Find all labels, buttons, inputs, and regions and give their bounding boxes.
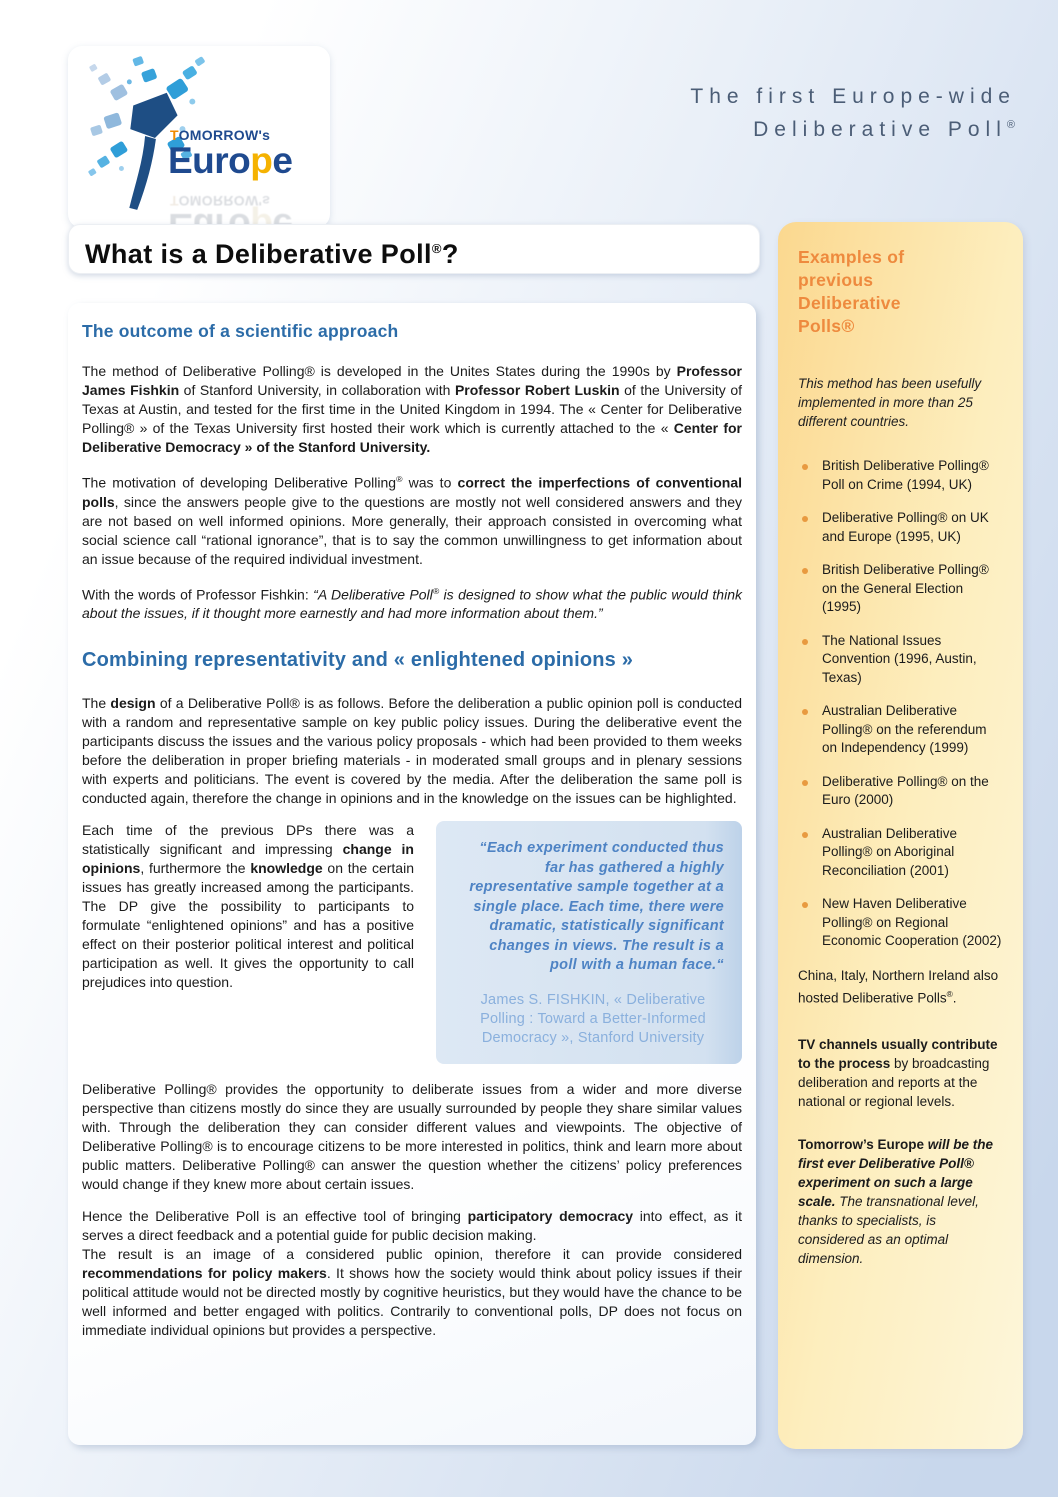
logo-reflection: TOMORROW's xyxy=(170,193,271,209)
quote-box xyxy=(436,821,742,1064)
page-title-box xyxy=(68,224,760,274)
list-item: New Haven Deliberative Polling® on Regional Economic Cooperation (2002) xyxy=(798,895,1003,951)
paragraph-wider-perspective: Deliberative Polling® provides the opportunity to deliberate issues from a wider and more diverse perspective than citizens mostly do since they are usually surrounded by people they share similar values with. Through the deliberation they can consider different values and viewpoints. The objective of Deliberative Polling® is to encourage citizens to be more interested in politics, think and learn more about public matters. Deliberative Polling® can answer the question whether the citizens’ policy preferences would change if they knew more about certain issues. xyxy=(82,1080,742,1192)
list-item: Deliberative Polling® on UK and Europe (1995, UK) xyxy=(798,509,1003,546)
paragraph-method-history: The method of Deliberative Polling® is developed in the Unites States during the 1990s by Professor James Fishkin of Stanford University, in collaboration with Professor Robert Luskin of the University of Texas at Austin, and tested for the first time in the United Kingdom in 1994. The « Center for Deliberative Polling® » of the Texas University first hosted their work which is currently attached to the « Center for Deliberative Democracy » of the Stanford University. xyxy=(82,363,743,455)
registered-mark: ® xyxy=(1006,119,1016,131)
logo-letter-p: p xyxy=(250,140,273,181)
sidebar-panel xyxy=(778,222,1023,1449)
bullet-dot-icon xyxy=(802,639,808,645)
header-tagline xyxy=(690,82,1016,144)
bullet-dot-icon xyxy=(802,464,808,470)
bullet-dot-icon xyxy=(802,709,808,715)
registered-mark: ® xyxy=(431,241,442,256)
tagline-line2: Deliberative Poll® xyxy=(753,118,1016,141)
tagline-line1: The first Europe-wide xyxy=(690,85,1016,108)
two-column-block xyxy=(82,821,742,1064)
list-item: Australian Deliberative Polling® on Aboriginal Reconciliation (2001) xyxy=(798,825,1003,881)
page-title: What is a Deliberative Poll®? xyxy=(85,239,459,269)
logo-card xyxy=(68,46,330,228)
sidebar-tv-note: TV channels usually contribute to the process by broadcasting deliberation and reports at the national or regional levels. xyxy=(798,1037,998,1109)
main-content-panel xyxy=(68,303,756,1445)
sidebar-note-countries: China, Italy, Northern Ireland also hosted Deliberative Polls®. xyxy=(798,967,999,1005)
bullet-dot-icon xyxy=(802,902,808,908)
logo-wordmark xyxy=(168,128,292,179)
sidebar-bullet-list xyxy=(798,457,1003,951)
paragraph-design: The design of a Deliberative Poll® is as follows. Before the deliberation a public opinion poll is conducted with a random and representative sample on key public policy issues. During the deliberative event the participants discuss the issues and the various policy proposals - which had been provided to them weeks before the deliberation in proper briefing materials - in moderated small groups and in plenary sessions with experts and politicians. The event is covered by the media. After the deliberation the same poll is conducted again, therefore the change in opinions and in the knowledge on the issues can be highlighted. xyxy=(82,695,742,807)
list-item: British Deliberative Polling® Poll on Crime (1994, UK) xyxy=(798,457,1003,494)
sidebar-intro: This method has been usefully implemented in more than 25 different countries. xyxy=(798,376,982,429)
paragraph-motivation: The motivation of developing Deliberative Polling® was to correct the imperfections of conventional polls, since the answers people give to the questions are mostly not well considered answers and they are not based on well informed opinions. More generally, their approach consisted in overcoming what social science call “rational ignorance”, that is to say the common unwillingness to get information about an issue because of the required individual investment. xyxy=(82,474,742,567)
logo-line-tomorrows: TOMORROW's xyxy=(170,127,271,143)
sidebar-title: Examples of previous Deliberative Polls® xyxy=(798,247,905,336)
list-item: Deliberative Polling® on the Euro (2000) xyxy=(798,773,1003,810)
paragraph-change-in-opinions: Each time of the previous DPs there was a statistically significant and impressing change in opinions, furthermore the knowledge on the certain issues has greatly increased among the participants. The DP give the possibility to participants to formulate “enlightened opinions” and has a positive effect on their posterior political interest and political participation as well. It gives the opportunity to call prejudices into question. xyxy=(82,822,414,991)
sidebar-tomorrow-note: Tomorrow’s Europe will be the first ever Deliberative Poll® experiment on such a large scale. The transnational level, thanks to specialists, is considered as an optimal dimension. xyxy=(798,1137,994,1266)
bullet-dot-icon xyxy=(802,568,808,574)
section-heading-combining: Combining representativity and « enlightened opinions » xyxy=(82,649,634,672)
bullet-dot-icon xyxy=(802,516,808,522)
list-item: The National Issues Convention (1996, Austin, Texas) xyxy=(798,632,1003,688)
section-heading-outcome: The outcome of a scientific approach xyxy=(82,321,399,341)
quote-attribution: James S. FISHKIN, « Deliberative Polling : Toward a Better-Informed Democracy », Stanford University xyxy=(480,991,706,1046)
paragraph-participatory-democracy: Hence the Deliberative Poll is an effective tool of bringing participatory democracy into effect, as it serves a direct feedback and a potential guide for public decision making. The result is an image of a considered public opinion, therefore it can provide considered recommendations for policy makers. It shows how the society would think about policy issues if their political attitude would not be directed mostly by cognitive heuristics, but they would have the chance to be well informed and better engaged with politics. Contrarily to conventional polls, DP does not focus on immediate individual opinions but provides a perspective. xyxy=(82,1207,743,1338)
list-item: British Deliberative Polling® on the General Election (1995) xyxy=(798,561,1003,617)
quote-text: “Each experiment conducted thus far has gathered a highly representative sample together at a single place. Each time, there were dramatic, statistically significant changes in views. The result is a poll with a human face.“ xyxy=(469,840,724,974)
logo-letter-t: T xyxy=(170,127,179,143)
list-item: Australian Deliberative Polling® on the referendum on Independency (1999) xyxy=(798,702,1003,758)
logo-line-europe: Europe xyxy=(168,140,293,181)
bullet-dot-icon xyxy=(802,780,808,786)
bullet-dot-icon xyxy=(802,832,808,838)
paragraph-fishkin-words: With the words of Professor Fishkin: “A Deliberative Poll® is designed to show what the public would think about the issues, if it thought more earnestly and had more information about them.” xyxy=(82,585,742,622)
